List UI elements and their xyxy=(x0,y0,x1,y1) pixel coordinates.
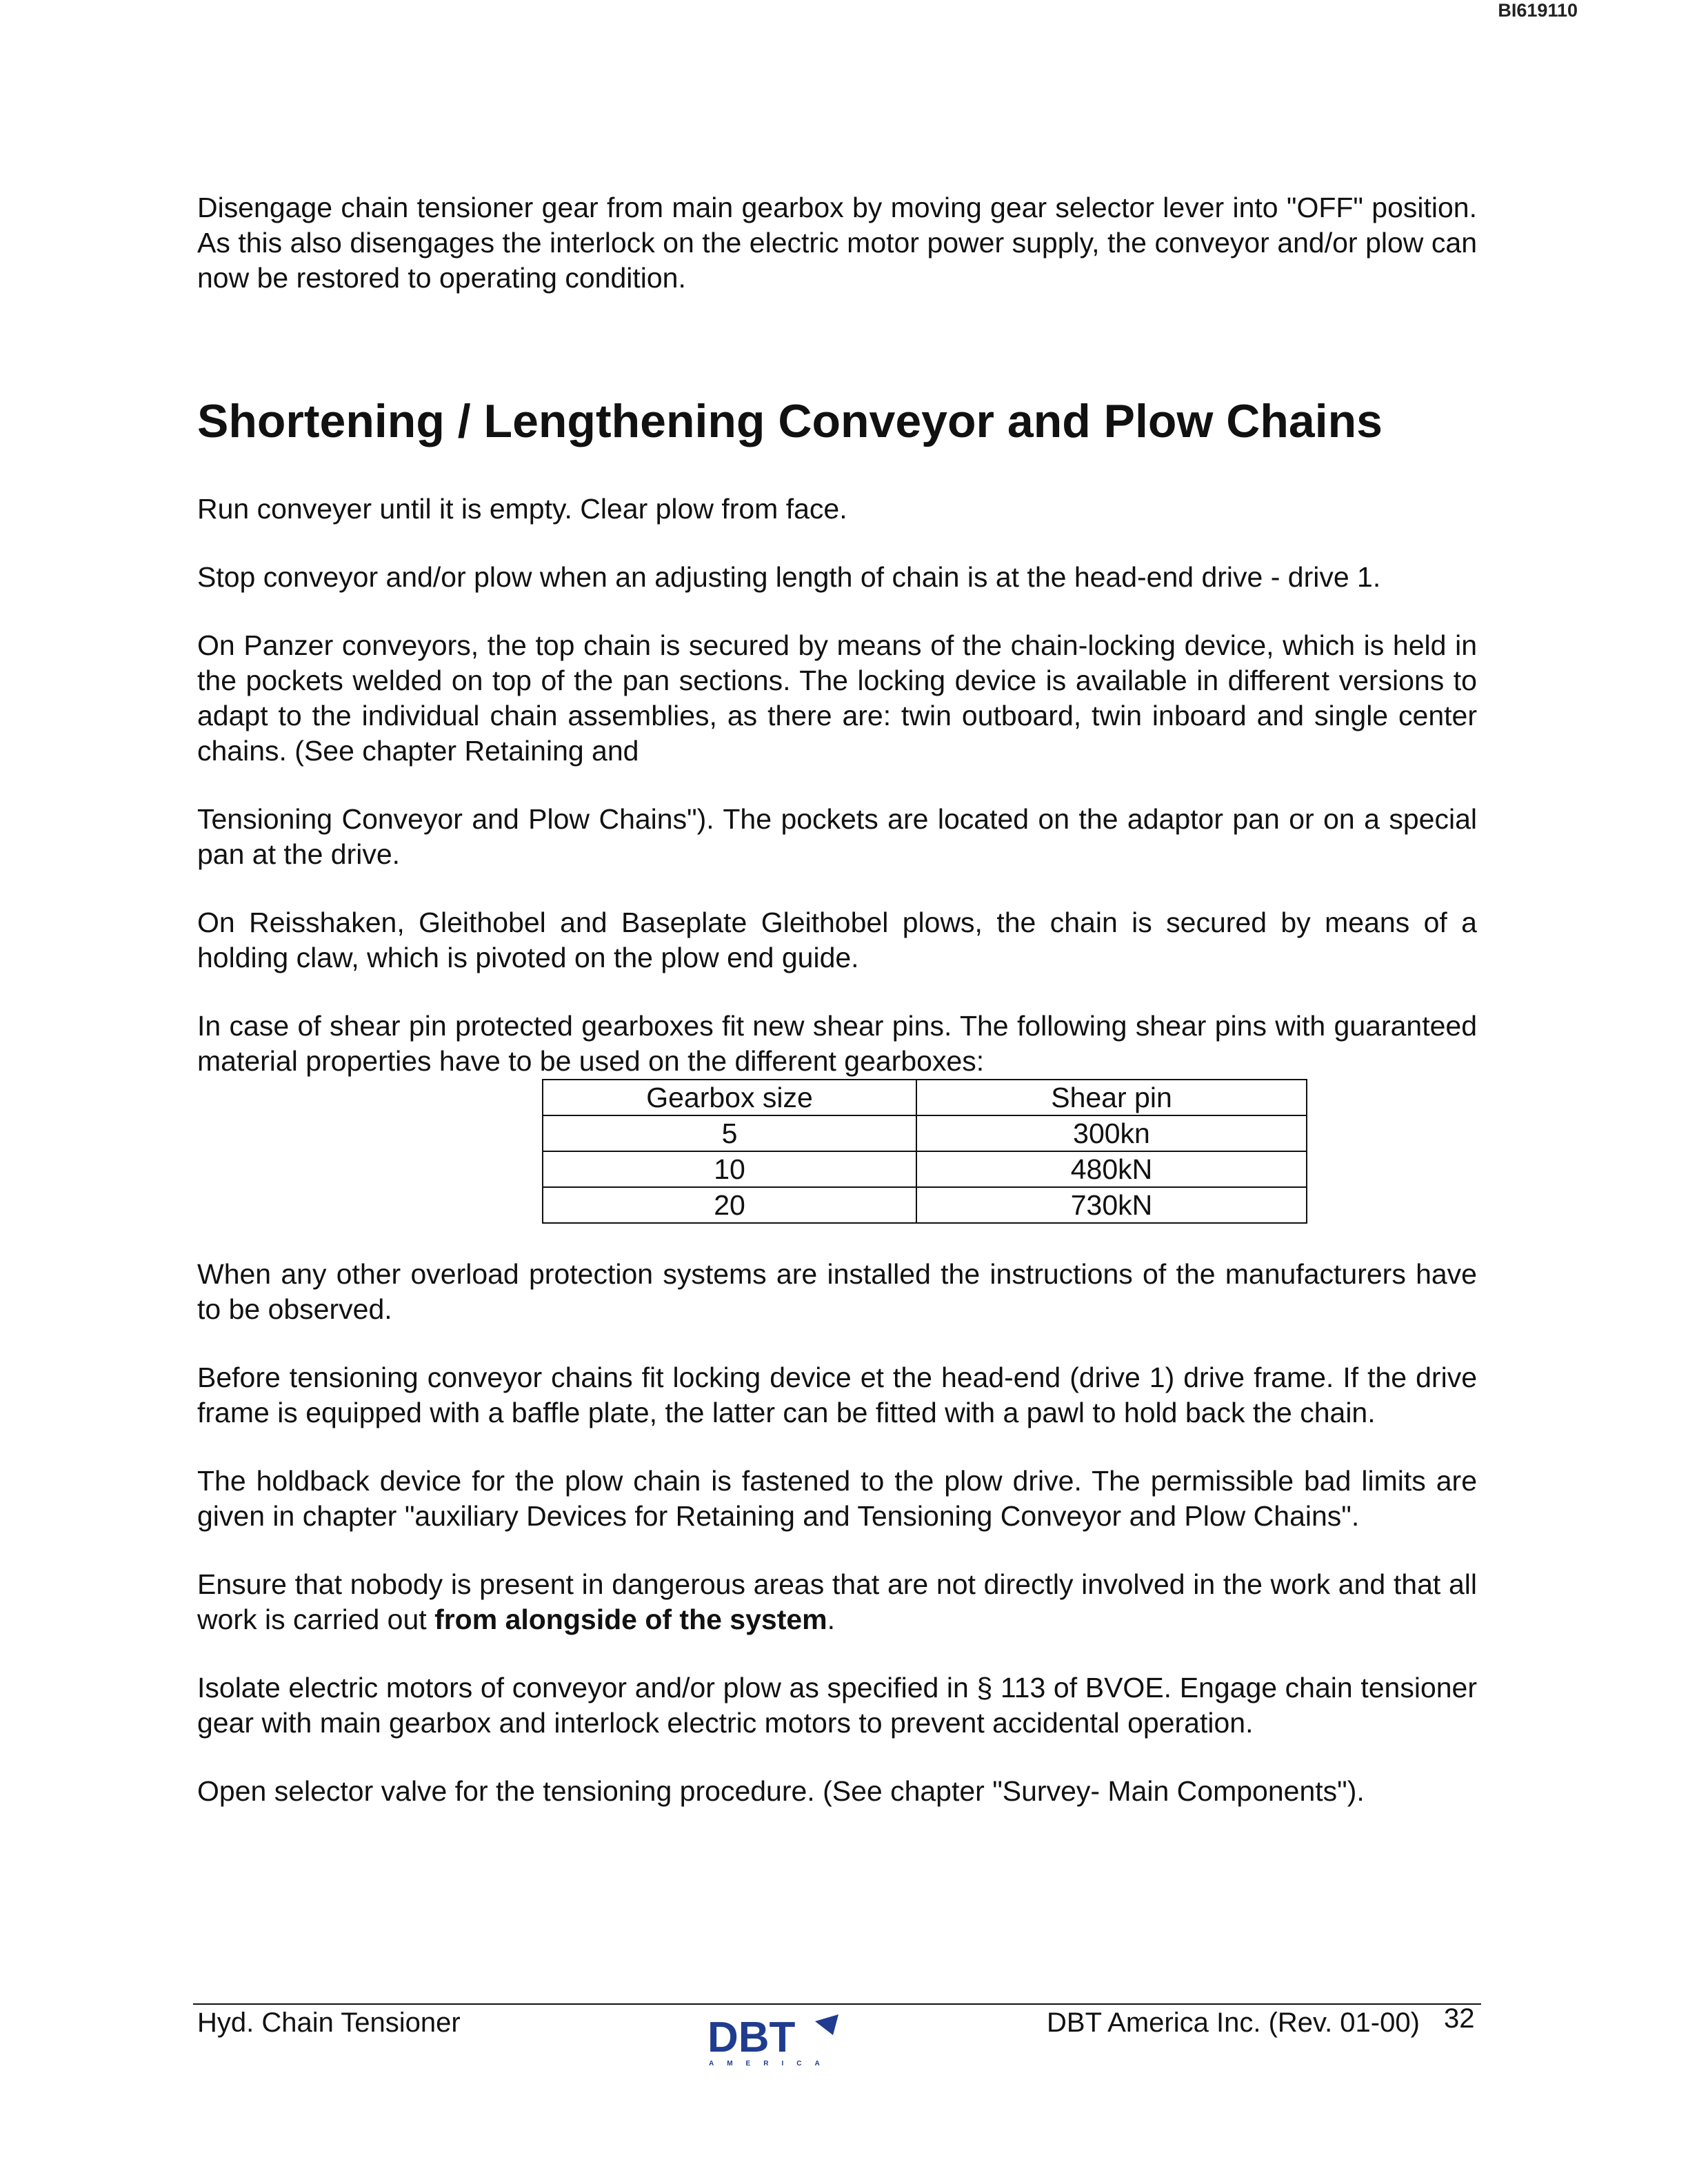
logo-subtext: AMERICA xyxy=(709,2060,833,2067)
dbt-logo-icon xyxy=(705,2012,850,2067)
section-title: Shortening / Lengthening Conveyor and Plow Chains xyxy=(197,395,1383,447)
table-cell: 10 xyxy=(543,1151,916,1187)
document-id: BI619110 xyxy=(1498,0,1578,21)
paragraph-8: Before tensioning conveyor chains fit locking device et the head-end (drive 1) drive frame. If the drive frame is equipped with a baffle plate, the latter can be fitted with a pawl to hold back the chain. xyxy=(197,1362,1477,1428)
paragraph-10 xyxy=(197,1567,1477,1637)
logo-swoosh xyxy=(815,2014,838,2035)
footer-company: DBT America Inc. (Rev. 01-00) xyxy=(1047,2008,1420,2038)
page-content xyxy=(197,190,1477,1809)
paragraph-10-text: Ensure that nobody is present in dangerous areas that are not directly involved in the work and that all work is carried out xyxy=(197,1568,1477,1635)
page-number: 32 xyxy=(1444,2003,1475,2034)
paragraph-5: On Reisshaken, Gleithobel and Baseplate Gleithobel plows, the chain is secured by means of a holding claw, which is pivoted on the plow end guide. xyxy=(197,907,1477,973)
paragraph-10-end: . xyxy=(827,1604,836,1635)
logo-text: DBT xyxy=(707,2014,796,2061)
paragraph-3: On Panzer conveyors, the top chain is secured by means of the chain-locking device, which is held in the pockets welded on top of the pan sections. The locking device is available in different versions to adapt to the individual chain assemblies, as there are: twin outboard, twin inboard and single center chains. (See chapter Retaining and xyxy=(197,629,1477,767)
paragraph-4: Tensioning Conveyor and Plow Chains"). The pockets are located on the adaptor pan or on a special pan at the drive. xyxy=(197,803,1477,870)
table-header-row xyxy=(543,1080,1307,1115)
intro-paragraph: Disengage chain tensioner gear from main gearbox by moving gear selector lever into "OFF" position. As this also disengages the interlock on the electric motor power supply, the conveyor and/or plow can now be restored to operating condition. xyxy=(197,192,1477,294)
table-cell: 300kn xyxy=(916,1115,1307,1151)
paragraph-9: The holdback device for the plow chain is fastened to the plow drive. The permissible bad limits are given in chapter "auxiliary Devices for Retaining and Tensioning Conveyor and Plow Chains". xyxy=(197,1465,1477,1532)
table-row xyxy=(543,1187,1307,1223)
table-cell: 480kN xyxy=(916,1151,1307,1187)
table-header-cell: Shear pin xyxy=(916,1080,1307,1115)
paragraph-1: Run conveyer until it is empty. Clear plow from face. xyxy=(197,493,847,525)
paragraph-12: Open selector valve for the tensioning procedure. (See chapter "Survey- Main Components"). xyxy=(197,1775,1365,1807)
table-row xyxy=(543,1115,1307,1151)
paragraph-6: In case of shear pin protected gearboxes fit new shear pins. The following shear pins with guaranteed material properties have to be used on the different gearboxes: xyxy=(197,1010,1477,1077)
table-header-cell: Gearbox size xyxy=(543,1080,916,1115)
table-cell: 5 xyxy=(543,1115,916,1151)
table-cell: 20 xyxy=(543,1187,916,1223)
table-row xyxy=(543,1151,1307,1187)
paragraph-10-bold: from alongside of the system xyxy=(434,1604,827,1635)
table-cell: 730kN xyxy=(916,1187,1307,1223)
footer-title: Hyd. Chain Tensioner xyxy=(197,2008,461,2038)
paragraph-2: Stop conveyor and/or plow when an adjusting length of chain is at the head-end drive - drive 1. xyxy=(197,561,1381,593)
shear-pin-table xyxy=(542,1079,1307,1224)
paragraph-11: Isolate electric motors of conveyor and/or plow as specified in § 113 of BVOE. Engage chain tensioner gear with main gearbox and interlock electric motors to prevent accidental operation. xyxy=(197,1672,1477,1739)
paragraph-7: When any other overload protection systems are installed the instructions of the manufacturers have to be observed. xyxy=(197,1258,1477,1325)
footer-divider xyxy=(193,2003,1481,2005)
